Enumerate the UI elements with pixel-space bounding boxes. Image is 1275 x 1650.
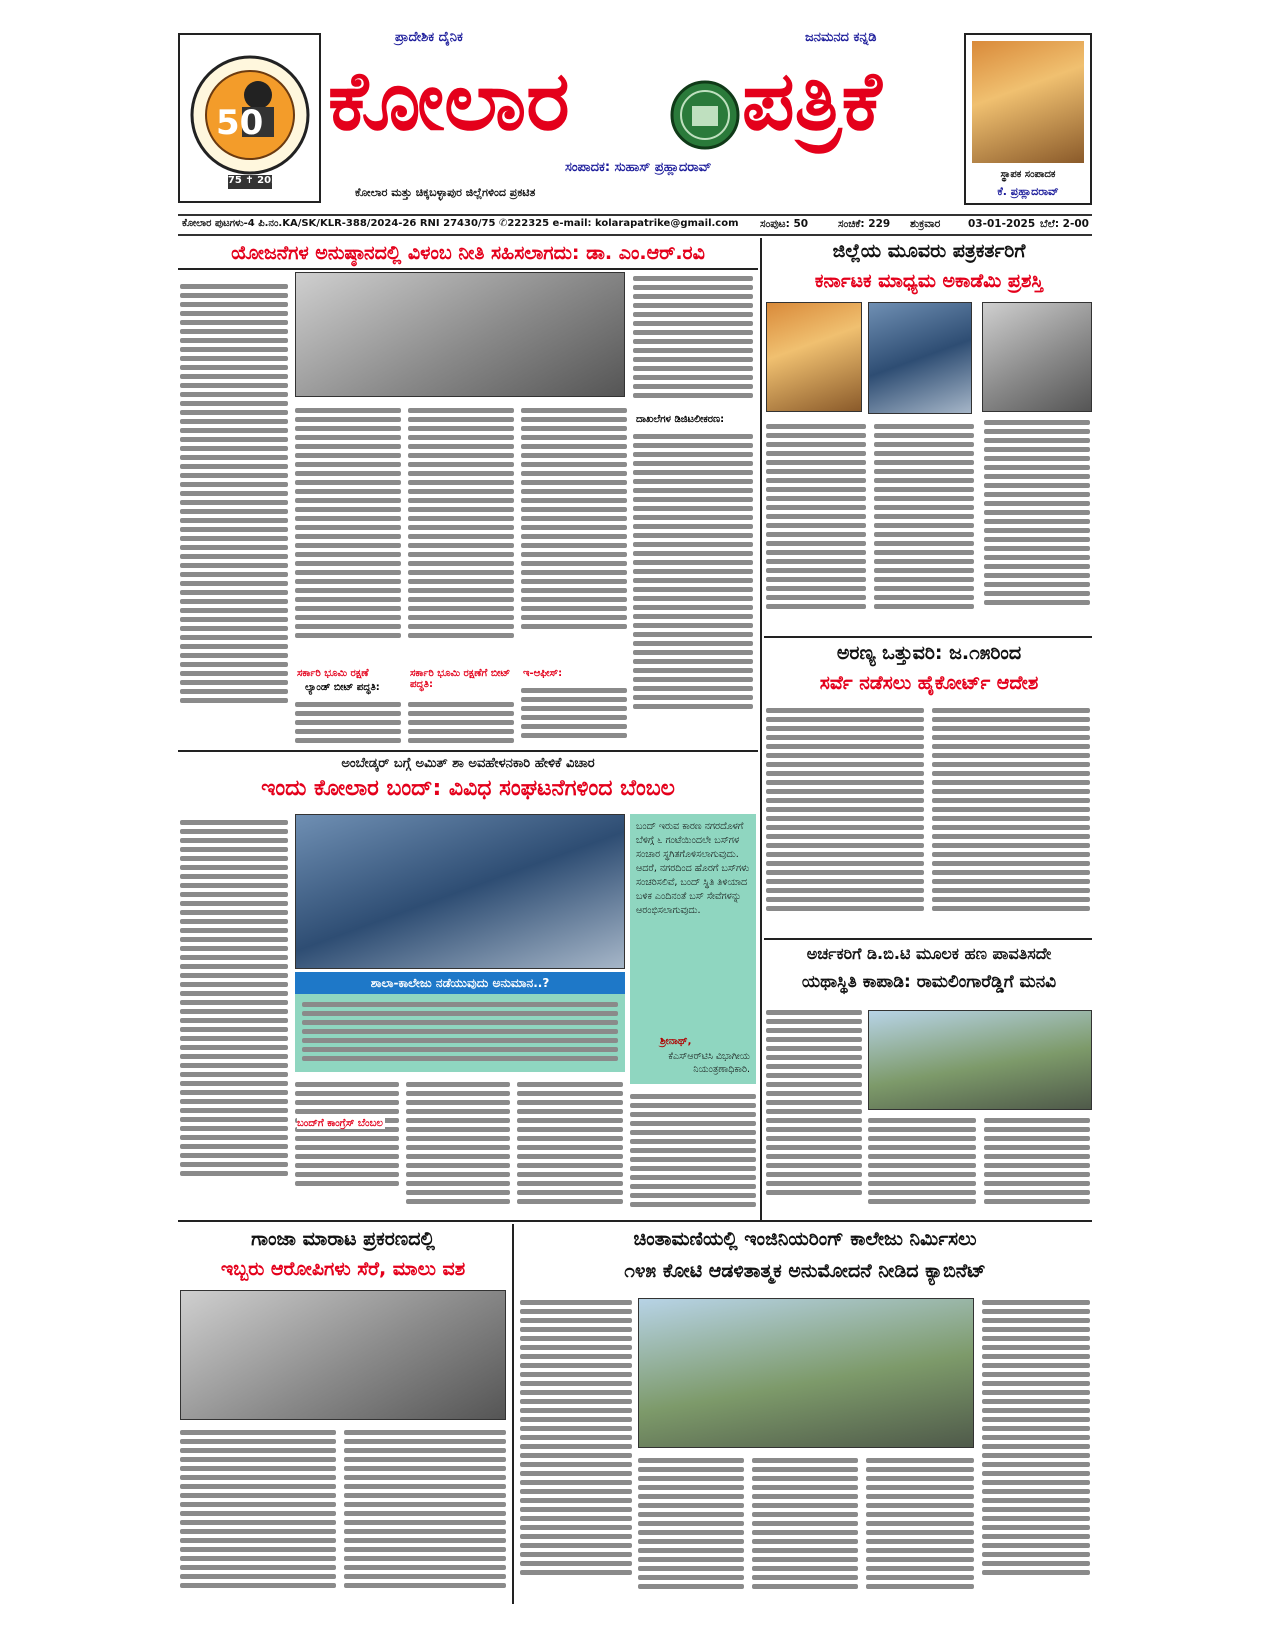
story1-col2 (295, 404, 401, 666)
story1-sub4: ಇ-ಆಫೀಸ್: (523, 668, 563, 679)
story6-col2 (344, 1426, 506, 1602)
story2-col2 (874, 420, 974, 632)
founder-photo (972, 41, 1084, 163)
story4-col2 (295, 1078, 399, 1198)
story2-headline-2: ಕರ್ನಾಟಕ ಮಾಧ್ಯಮ ಅಕಾಡೆಮಿ ಪ್ರಶಸ್ತಿ (814, 270, 1044, 292)
story1-sub5: ದಾಖಲೆಗಳ ಡಿಜಿಟಲೀಕರಣ: (636, 414, 725, 425)
story5-headline-2: ಯಥಾಸ್ಥಿತಿ ಕಾಪಾಡಿ: ರಾಮಲಿಂಗಾರೆಡ್ಡಿಗೆ ಮನವಿ (801, 972, 1057, 992)
published-line: ಕೋಲಾರ ಮತ್ತು ಚಿಕ್ಕಬಳ್ಳಾಪುರ ಜಿಲ್ಲೆಗಳಿಂದ ಪ್ರಕಟಿತ (355, 186, 536, 199)
story3-col1 (766, 704, 924, 934)
story1-bottom-rule (178, 750, 758, 752)
info-volume: ಸಂಪುಟ: 50 (760, 218, 809, 230)
story4-inset-title: ಶಾಲಾ-ಕಾಲೇಜು ನಡೆಯುವುದು ಅನುಮಾನ..? (295, 972, 625, 994)
story5-col2 (868, 1114, 976, 1216)
info-price: ಬೆಲೆ: 2-00 (1040, 218, 1089, 230)
story7-photo (638, 1298, 974, 1448)
story1-col5 (633, 272, 753, 412)
award-photo-1 (766, 302, 862, 412)
story1-col4b (521, 684, 627, 746)
story1-col3b (408, 698, 514, 746)
story1-rule (178, 268, 758, 270)
story4-kicker: ಅಂಬೇಡ್ಕರ್ ಬಗ್ಗೆ ಅಮಿತ್ ಶಾ ಅವಹೇಳನಕಾರಿ ಹೇಳಿಕೆ ವಿಚಾರ (341, 756, 595, 771)
story1-col5b (633, 430, 753, 746)
story4-col4 (517, 1078, 623, 1216)
story4-col1 (180, 816, 288, 1216)
founder-box (964, 33, 1092, 205)
masthead-title-right: ಪತ್ರಿಕೆ (742, 54, 882, 149)
story2-col1 (766, 420, 866, 632)
story7-col2 (638, 1454, 744, 1602)
story1-col1 (180, 280, 288, 746)
story1-photo (295, 272, 625, 397)
info-date: 03-01-2025 (968, 218, 1036, 230)
bottom-divider (512, 1224, 514, 1604)
logo-years: 1975 ✝ 2025 (214, 175, 286, 186)
story2-col3 (984, 416, 1090, 632)
masthead-title-left: ಕೋಲಾರ (328, 54, 570, 149)
info-issue: ಸಂಚಿಕೆ: 229 (838, 218, 891, 230)
story4-inset-text (302, 998, 618, 1068)
founder-name: ಕೆ. ಪ್ರಹ್ಲಾದರಾವ್ (997, 185, 1059, 198)
info-day: ಶುಕ್ರವಾರ (910, 218, 941, 230)
story7-col4 (866, 1454, 974, 1602)
story4-photo (295, 814, 625, 969)
story4-sub1: ಬಂದ್‌ಗೆ ಕಾಂಗ್ರೆಸ್ ಬೆಂಬಲ (297, 1118, 383, 1129)
award-photo-3 (982, 302, 1092, 412)
story6-photo (180, 1290, 506, 1420)
story3-headline-2: ಸರ್ವೆ ನಡೆಸಲು ಹೈಕೋರ್ಟ್ ಆದೇಶ (819, 672, 1039, 694)
masthead-emblem-icon (670, 80, 740, 150)
story6-headline-2: ಇಬ್ಬರು ಆರೋಪಿಗಳು ಸೆರೆ, ಮಾಲು ವಶ (220, 1258, 466, 1280)
center-divider (760, 238, 762, 1222)
story3-col2 (932, 704, 1090, 934)
story4-col5 (630, 1090, 756, 1216)
story7-col5 (982, 1296, 1090, 1602)
tagline-left: ಪ್ರಾದೇಶಿಕ ದೈನಿಕ (395, 30, 463, 45)
story7-col1 (520, 1296, 632, 1602)
story4-quote-name: ಶ್ರೀನಾಥ್, (660, 1036, 692, 1047)
story1-col2b (295, 698, 401, 746)
story4-headline: ಇಂದು ಕೋಲಾರ ಬಂದ್: ವಿವಿಧ ಸಂಘಟನೆಗಳಿಂದ ಬೆಂಬಲ (261, 776, 675, 801)
story6-col1 (180, 1426, 336, 1602)
story1-sub1: ಸರ್ಕಾರಿ ಭೂಮಿ ರಕ್ಷಣೆ (297, 668, 369, 679)
tagline-right: ಜನಮನದ ಕನ್ನಡಿ (805, 30, 877, 45)
story2-headline-1: ಜಿಲ್ಲೆಯ ಮೂವರು ಪತ್ರಕರ್ತರಿಗೆ (832, 240, 1026, 262)
story4-col3 (406, 1078, 510, 1216)
editor-line: ಸಂಪಾದಕ: ಸುಹಾಸ್ ಪ್ರಹ್ಲಾದರಾವ್ (565, 160, 712, 175)
story1-col3 (408, 404, 514, 666)
award-photo-2 (868, 302, 972, 414)
story3-bottom-rule (764, 938, 1092, 940)
story7-headline-1: ಚಿಂತಾಮಣಿಯಲ್ಲಿ ಇಂಜಿನಿಯರಿಂಗ್ ಕಾಲೇಜು ನಿರ್ಮಿಸಲು (633, 1228, 977, 1250)
founder-label: ಸ್ಥಾಪಕ ಸಂಪಾದಕ (1000, 169, 1056, 180)
info-bar-left: ಕೋಲಾರ ಪುಟಗಳು-4 ಪಿ.ನಂ.KA/SK/KLR-388/2024-26 RNI 27430/75 ✆222325 e-mail: kolarapatrike@gmail.com (182, 218, 739, 229)
story7-headline-2: ೧೪೫ ಕೋಟಿ ಆಡಳಿತಾತ್ಮಕ ಅನುಮೋದನೆ ನೀಡಿದ ಕ್ಯಾಬಿನೆಟ್ (624, 1260, 986, 1282)
story4-quote: ಬಂದ್ ಇರುವ ಕಾರಣ ನಗರದೊಳಗೆ ಬೆಳಿಗ್ಗೆ ೬ ಗಂಟೆಯಿಂದಲೇ ಬಸ್‌ಗಳ ಸಂಚಾರ ಸ್ಥಗಿತಗೊಳಿಸಲಾಗುವುದು. ಆದರೆ, ನಗರದಿಂದ ಹೊರಗೆ ಬಸ್‌ಗಳು ಸಂಚರಿಸಲಿವೆ, ಬಂದ್ ಸ್ಥಿತಿ ತಿಳಿಯಾದ ಬಳಿಕ ಎಂದಿನಂತೆ ಬಸ್ ಸೇವೆಗಳನ್ನು ಆರಂಭಿಸಲಾಗುವುದು. (636, 821, 750, 916)
story7-col3 (752, 1454, 858, 1602)
story5-photo (868, 1010, 1092, 1110)
story1-sub3: ಸರ್ಕಾರಿ ಭೂಮಿ ರಕ್ಷಣೆಗೆ ಬೀಟ್ ಪದ್ಧತಿ: (410, 668, 511, 690)
story4-quote-role: ಕೆಎಸ್‌ಆರ್‌ಟಿಸಿ ವಿಭಾಗೀಯ ನಿಯಂತ್ರಣಾಧಿಕಾರಿ. (668, 1051, 750, 1075)
story5-col3 (984, 1114, 1090, 1216)
story1-sub2: ಲ್ಯಾಂಡ್ ಬೀಟ್ ಪದ್ಧತಿ: (305, 682, 380, 693)
story2-bottom-rule (764, 636, 1092, 638)
story5-col1 (766, 1006, 862, 1216)
story1-col4 (521, 404, 627, 662)
logo-number: 50 (216, 103, 264, 143)
anniversary-logo-box (178, 33, 321, 203)
mid-bottom-rule (178, 1220, 1092, 1222)
story6-headline-1: ಗಾಂಜಾ ಮಾರಾಟ ಪ್ರಕರಣದಲ್ಲಿ (251, 1228, 435, 1250)
story5-headline-1: ಅರ್ಚಕರಿಗೆ ಡಿ.ಬಿ.ಟಿ ಮೂಲಕ ಹಣ ಪಾವತಿಸದೇ (806, 944, 1052, 963)
story3-headline-1: ಅರಣ್ಯ ಒತ್ತುವರಿ: ಜ.೧೫ರಿಂದ (836, 642, 1022, 664)
story1-headline: ಯೋಜನೆಗಳ ಅನುಷ್ಠಾನದಲ್ಲಿ ವಿಳಂಬ ನೀತಿ ಸಹಿಸಲಾಗದು: ಡಾ. ಎಂ.ಆರ್.ರವಿ (231, 242, 705, 264)
